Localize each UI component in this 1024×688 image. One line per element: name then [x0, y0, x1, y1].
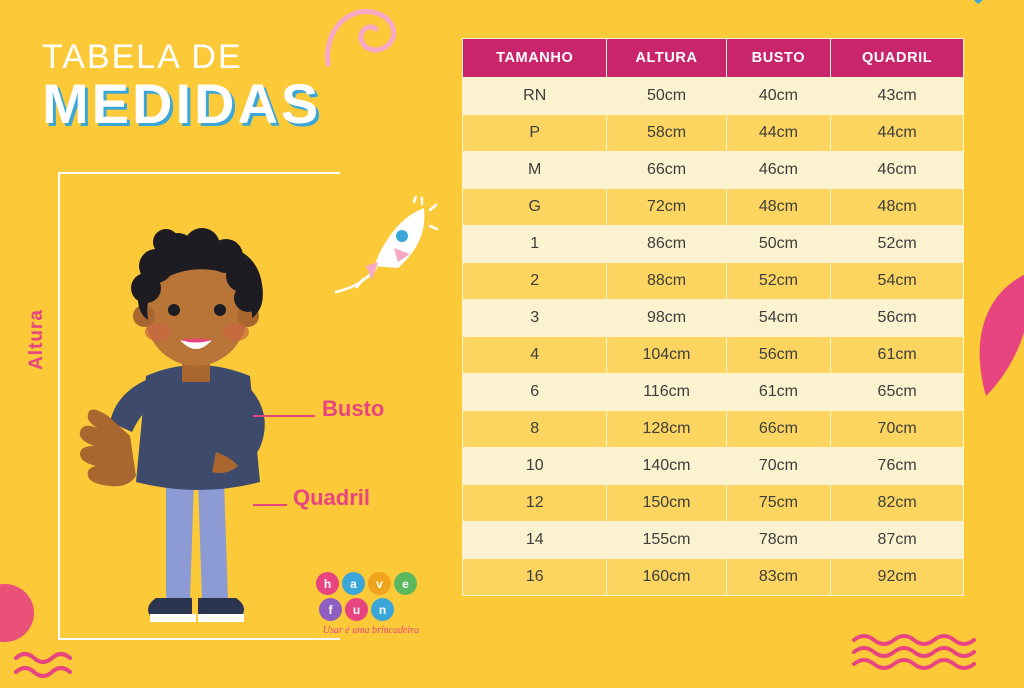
- cell-altura: 86cm: [607, 226, 726, 263]
- cell-busto: 83cm: [726, 559, 831, 596]
- cell-quadril: 44cm: [831, 115, 964, 152]
- cell-quadril: 87cm: [831, 522, 964, 559]
- table-row: [463, 152, 964, 189]
- cell-busto: 70cm: [726, 448, 831, 485]
- cell-size: M: [463, 152, 607, 189]
- cell-size: P: [463, 115, 607, 152]
- table-row: [463, 411, 964, 448]
- column-header-quadril: QUADRIL: [831, 39, 964, 78]
- logo-bead-e: e: [394, 572, 417, 595]
- page-title: [42, 38, 321, 136]
- table-row: [463, 226, 964, 263]
- cell-size: 4: [463, 337, 607, 374]
- cell-quadril: 52cm: [831, 226, 964, 263]
- cell-altura: 155cm: [607, 522, 726, 559]
- cell-altura: 104cm: [607, 337, 726, 374]
- cell-busto: 52cm: [726, 263, 831, 300]
- cell-quadril: 76cm: [831, 448, 964, 485]
- cell-quadril: 48cm: [831, 189, 964, 226]
- cell-size: 2: [463, 263, 607, 300]
- cell-size: 3: [463, 300, 607, 337]
- pink-leaf-decoration: [964, 270, 1024, 400]
- cell-altura: 66cm: [607, 152, 726, 189]
- quadril-label: Quadril: [293, 485, 371, 510]
- cell-quadril: 56cm: [831, 300, 964, 337]
- column-header-tamanho: TAMANHO: [463, 39, 607, 78]
- cell-size: 12: [463, 485, 607, 522]
- logo-tagline: Usar é uma brincadeira: [322, 625, 420, 636]
- cell-quadril: 61cm: [831, 337, 964, 374]
- cell-quadril: 92cm: [831, 559, 964, 596]
- table-row: [463, 522, 964, 559]
- table-row: [463, 559, 964, 596]
- cell-size: 6: [463, 374, 607, 411]
- cell-busto: 48cm: [726, 189, 831, 226]
- altura-label: Altura: [26, 309, 47, 370]
- table-row: [463, 300, 964, 337]
- cell-altura: 50cm: [607, 78, 726, 115]
- cell-size: 8: [463, 411, 607, 448]
- cell-busto: 46cm: [726, 152, 831, 189]
- cell-busto: 61cm: [726, 374, 831, 411]
- cell-quadril: 43cm: [831, 78, 964, 115]
- cell-quadril: 46cm: [831, 152, 964, 189]
- cell-busto: 40cm: [726, 78, 831, 115]
- cell-altura: 116cm: [607, 374, 726, 411]
- cell-altura: 88cm: [607, 263, 726, 300]
- logo-bead-f: f: [319, 598, 342, 621]
- cell-altura: 58cm: [607, 115, 726, 152]
- title-line-2: MEDIDAS: [42, 72, 322, 135]
- pink-wave-decoration-right: [850, 632, 1000, 676]
- cell-busto: 50cm: [726, 226, 831, 263]
- cell-altura: 160cm: [607, 559, 726, 596]
- cell-altura: 150cm: [607, 485, 726, 522]
- table-row: [463, 485, 964, 522]
- size-table-container: [462, 38, 964, 596]
- cell-size: 1: [463, 226, 607, 263]
- cell-altura: 98cm: [607, 300, 726, 337]
- cell-busto: 66cm: [726, 411, 831, 448]
- cell-altura: 72cm: [607, 189, 726, 226]
- cell-size: 16: [463, 559, 607, 596]
- cell-size: 14: [463, 522, 607, 559]
- cell-busto: 75cm: [726, 485, 831, 522]
- cell-altura: 140cm: [607, 448, 726, 485]
- logo-bead-h: h: [316, 572, 339, 595]
- cell-size: G: [463, 189, 607, 226]
- title-line-1: TABELA DE: [42, 38, 243, 76]
- cell-busto: 44cm: [726, 115, 831, 152]
- busto-label: Busto: [322, 396, 385, 421]
- cell-quadril: 54cm: [831, 263, 964, 300]
- cell-busto: 56cm: [726, 337, 831, 374]
- illustration-panel: [0, 0, 460, 682]
- quadril-leader-line: [253, 504, 287, 506]
- table-row: [463, 78, 964, 115]
- brand-logo: [316, 572, 436, 636]
- table-row: [463, 263, 964, 300]
- table-header-row: [463, 39, 964, 78]
- cell-busto: 54cm: [726, 300, 831, 337]
- cell-quadril: 70cm: [831, 411, 964, 448]
- busto-leader-line: [253, 415, 315, 417]
- table-row: [463, 115, 964, 152]
- logo-bead-a: a: [342, 572, 365, 595]
- size-table: [462, 38, 964, 596]
- blue-arc-decoration: [960, 0, 1024, 76]
- cell-altura: 128cm: [607, 411, 726, 448]
- cell-busto: 78cm: [726, 522, 831, 559]
- cell-quadril: 65cm: [831, 374, 964, 411]
- cell-quadril: 82cm: [831, 485, 964, 522]
- logo-bead-v: v: [368, 572, 391, 595]
- cell-size: RN: [463, 78, 607, 115]
- logo-bead-u: u: [345, 598, 368, 621]
- table-row: [463, 374, 964, 411]
- rocket-icon: [330, 196, 442, 306]
- logo-bead-n: n: [371, 598, 394, 621]
- table-row: [463, 189, 964, 226]
- column-header-altura: ALTURA: [607, 39, 726, 78]
- column-header-busto: BUSTO: [726, 39, 831, 78]
- cell-size: 10: [463, 448, 607, 485]
- table-row: [463, 337, 964, 374]
- table-row: [463, 448, 964, 485]
- logo-beads-row-1: [316, 572, 436, 595]
- logo-beads-row-2: [319, 598, 436, 621]
